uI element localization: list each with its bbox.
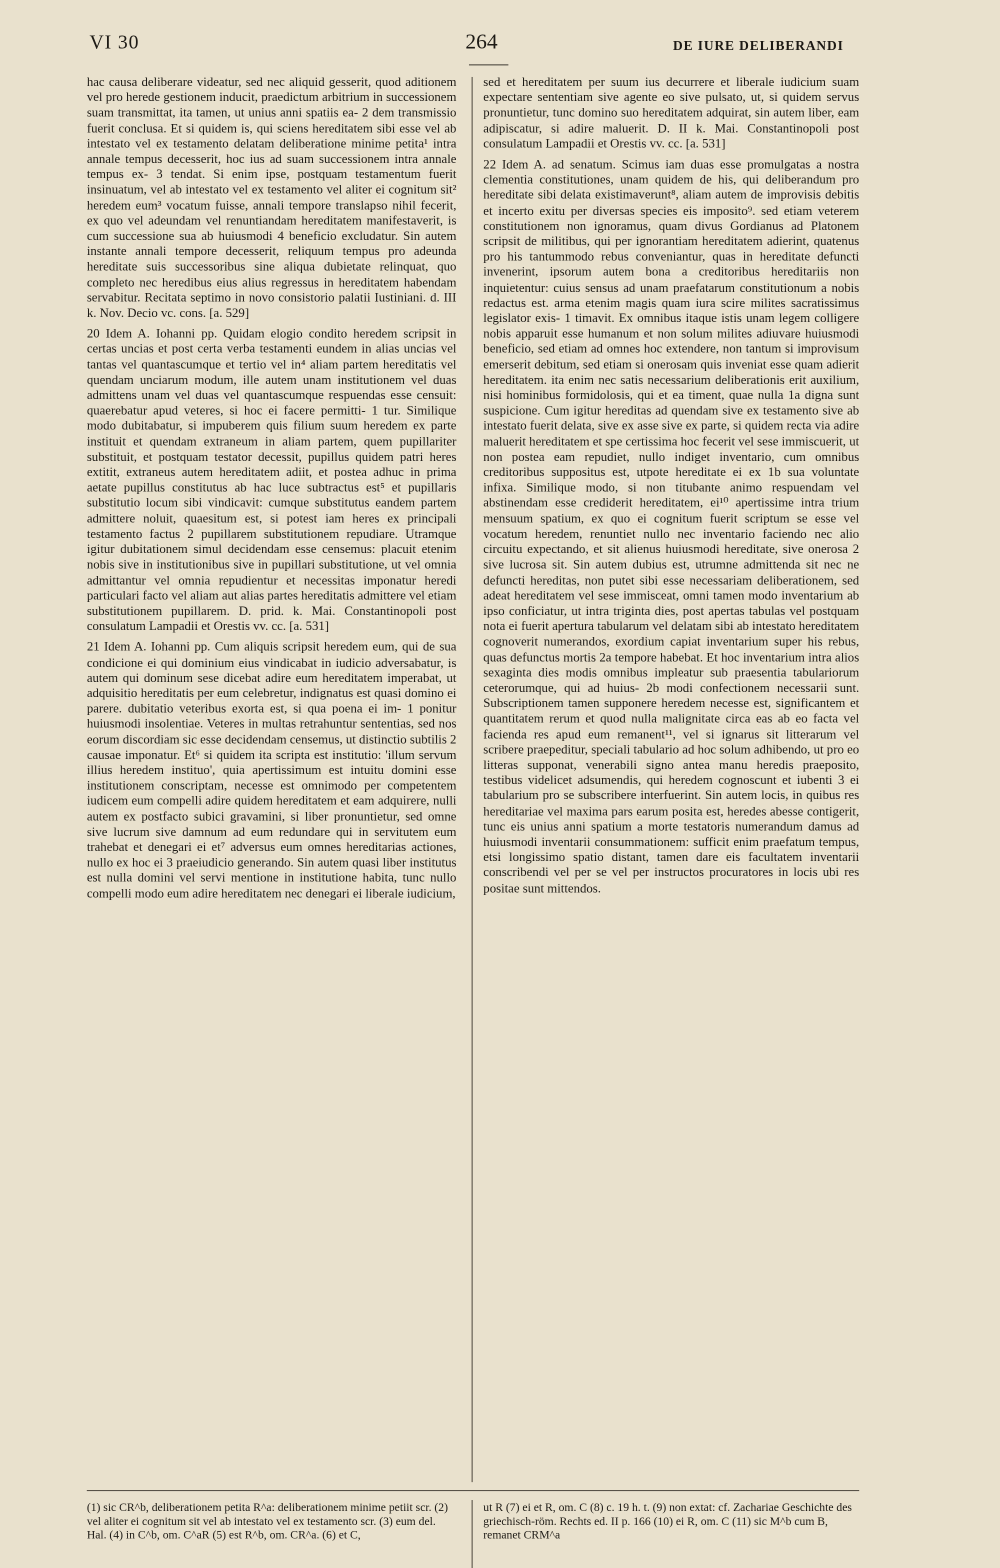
paragraph: hac causa deliberare videatur, sed nec aliquid gesserit, quod aditionem vel pro herede gestionem inducit, praedictum arbitrium in successionem suam transmittat, ita tamen, ut unius anni spatiis ea- 2 dem transmissio fuerit conclusa. Et si quidem is, qui sciens hereditatem sibi esse vel ab intestato vel ex testamento delatam deliberatione minime petita¹ intra annale tempus decesserit, hoc ius ad suam successionem intra annale tempus ex- 3 tendat. Si enim ipse, postquam testamentum fuerit insinuatum, vel ab intestato vel ex testamento vel aliter ei cognitum sit² heredem eum³ vocatum fuisse, annali tempore translapso nihil fecerit, ex quo vel adeundam vel renuntiandam hereditatem manifestaverit, is cum successione sua ab huiusmodi 4 beneficio excludatur. Sin autem instante annali tempore decesserit, reliquum tempus pro adeunda hereditate suis successoribus sine aliqua dubietate relinquat, quo completo nec heredibus eius alius regressus in hereditatem habendam servabitur. Recitata septimo in novo consistorio palatii Iustiniani. d. III k. Nov. Decio vc. cons. [a. 529]	[86, 75, 457, 321]
footnotes-right: ut R (7) ei et R, om. C (8) c. 19 h. t. (9) non extat: cf. Zachariae Geschichte des griechisch-röm. Rechts ed. II p. 166 (10) ei R, om. C (11) sic M^b cum B, remanet CRM^a	[483, 1500, 852, 1542]
running-title: DE IURE DELIBERANDI	[673, 39, 844, 54]
right-column	[483, 75, 859, 902]
footnote-divider	[472, 1500, 473, 1568]
paragraph: sed et hereditatem per suum ius decurrere et liberale iudicium suam expectare sententiam sive agente eo sive pulsato, ut, si quidem servus pronuntietur, tunc domino suo hereditatem adquirat, sin autem liber, eam adipiscatur, si adire maluerit. D. II k. Mai. Constantinopoli post consulatum Lampadii et Orestis vv. cc. [a. 531]	[483, 75, 860, 152]
footnote-rule	[87, 1490, 859, 1491]
header-section-number: VI 30	[89, 30, 140, 53]
page-number: 264	[465, 30, 498, 54]
paragraph: 21 Idem A. Iohanni pp. Cum aliquis scripsit heredem eum, qui de sua condicione ei qui dominium eius vindicabat in iudicio adversabatur, is autem qui dominum sese dicebat adire eum hereditatem imperabat, ut adquisitio hereditatis per eum celebretur, indignatus est quasi domino ei parere. dubitatio veteribus exorta est, si qua poena ei im- 1 ponitur huiusmodi insolentiae. Veteres in multas retrahuntur sententias, sed nos eorum discordiam sic esse decidendam censemus, ut distinctio subtilis 2 causae imponatur. Et⁶ si quidem ita scripta est institutio: 'illum servum illius heredem instituo', quia apertissimum est intuitu domini esse institutionem conscriptam, necesse est omnimodo per competentem iudicem eum compelli adire quidem hereditatem et eam adquirere, nulli autem ex postfacto subici gravamini, si liber pronuntietur, sed omne sive lucrum sive damnum ad eum redundare qui in servitutem eum trahebat et denegari ei et⁷ adversus eum omnes hereditarias actiones, nullo ex hoc ei 3 praeiudicio generando. Sin autem quasi liber institutus est nulla domini vel servi mentione in institutione habita, tunc nullo compelli modo eum adire hereditatem nec denegari ei liberale iudicium,	[86, 640, 457, 901]
column-divider	[472, 77, 473, 1482]
footnotes-left: (1) sic CR^b, deliberationem petita R^a: deliberationem minime petiit scr. (2) vel aliter ei cognitum sit vel ab intestato vel ex testamento scr. (3) eum del. Hal. (4) in C^b, om. C^aR (5) est R^b, om. CR^a. (6) et C,	[86, 1500, 448, 1542]
paragraph: 20 Idem A. Iohanni pp. Quidam elogio condito heredem scripsit in certas uncias et post certa verba testamenti eundem in alias uncias vel tantas vel quantascumque et tertio vel in⁴ aliam partem hereditatis vel quendam unciarum modum, ille autem unam institutionem vel duas admittens unam vel duas vel quantascumque respuendas esse censuit: quaerebatur apud veteres, si hoc ei facere permitti- 1 tur. Similique modo dubitabatur, si impuberem quis filium suum heredem ex parte instituit et quendam extraneum in aliam partem, quem pupillariter substituit, et postquam testator decessit, pupillus quidem patri heres extitit, extraneus autem hereditatem adiit, et postea adhuc in prima aetate pupillus constitutus ab hac luce subtractus est⁵ et pupillaris substitutio locum sibi vindicavit: cumque substitutus eandem partem admittere noluit, quaesitum est, si potest iam heres ex principali testamento factus 2 pupillarem substitutionem repudiare. Utramque igitur dubitationem simul decidendam esse censemus: placuit etenim nobis sive in institutionibus sive in pupillari substitutione, ut vel omnia admittantur vel omnia repudientur et necessitas imponatur heredi particulari facto vel aliam aut alias partes hereditatis admittere vel etiam substitutionem pupillarem. D. prid. k. Mai. Constantinopoli post consulatum Lampadii et Orestis vv. cc. [a. 531]	[86, 326, 457, 634]
paragraph: 22 Idem A. ad senatum. Scimus iam duas esse promulgatas a nostra clementia constitutiones, unam quidem de his, qui deliberandum pro hereditate sibi delata existimaverunt⁸, aliam autem de improvisis debitis et incerto exitu per diversas species eis imposito⁹. sed etiam veterem constitutionem non ignoramus, quam divus Gordianus ad Platonem scripsit de militibus, qui per ignorantiam hereditatem adierint, quatenus pro his tantummodo rebus conveniantur, quas in hereditate defuncti invenerint, ipsorum autem bona a creditoribus hereditariis non inquietentur: cuius sensus ad unam praefatarum constitutionum a nobis redactus est. arma etenim magis quam iura scire milites sacratissimus legislator exis- 1 timavit. Ex omnibus itaque istis unam legem colligere nobis apparuit esse humanum et non solum milites adiuvare huiusmodi beneficio, sed etiam ad omnes hoc extendere, non tantum si improvisum emerserit debitum, sed etiam si onerosam quis inveniat esse quam adierit hereditatem. ita enim nec satis necessarium deliberationis erit auxilium, nisi hominibus formidolosis, qui et ea timent, quae nulla 1a digna sunt suspicione. Cum igitur hereditas ad quendam sive ex testamento sive ab intestato fuerit delata, sive ex asse sive ex parte, si quidem recta via adire maluerit hereditatem et spe certissima hoc fecerit vel sese immiscuerit, ut non postea eam repudiet, nullo indiget inventario, cum omnibus creditoribus suppositus est, utpote hereditate ei ex 1b sua voluntate infixa. Similique modo, si non titubante animo respuendam vel abstinendam esse crediderit hereditatem, ei¹⁰ apertissime intra trium mensuum spatium, ex quo ei cognitum fuerit scriptum se esse vel vocatum heredem, renuntiet nullo nec inventario faciendo nec alio circuitu expectando, et sit alienus huiusmodi hereditate, sive onerosa 2 sive lucrosa sit. Sin autem dubius est, utrumne admittenda sit nec ne defuncti hereditas, non putet sibi esse necessariam deliberationem, sed adeat hereditatem vel sese immisceat, omni tamen modo inventarium ab ipso conficiatur, ut intra triginta dies, post apertas tabulas vel postquam nota ei fuerit apertura tabularum vel delatam sibi ab intestato hereditatem cognoverit numerandos, exordium capiat inventarium super his rebus, quas defunctus mortis 2a tempore habebat. Et hoc inventarium intra alios sexaginta dies modis omnibus impleatur sub praesentia tabulariorum ceterorumque, qui ad huius- 2b modi confectionem necessarii sunt. Subscriptionem tamen supponere heredem necesse est, significantem et quantitatem rerum et quod nulla malignitate circa eas ab eo facta vel facienda res apud eum remanent¹¹, vel si ignarus sit litterarum vel scribere praepeditur, speciali tabulario ad hoc solum adhibendo, ut pro eo litteras supponat, venerabili signo antea manu heredis praeposito, testibus videlicet adsumendis, qui heredem cognoscunt et iubenti 3 ei tabularium pro se subscribere interfuerint. Sin autem locis, in quibus res hereditariae vel maxima pars earum posita est, heredes abesse contigerit, tunc eis unius anni spatium a morte testatoris numerandum damus ad huiusmodi inventarii consummationem: sufficit enim praefatum tempus, etsi longissimo spatio distant, tamen dare eis facultatem inventarii conscribendi vel per se vel per instructos procuratores in locis ubi res positae sunt mittendos.	[483, 157, 860, 896]
left-column	[87, 75, 457, 907]
page-number-rule	[469, 64, 508, 65]
